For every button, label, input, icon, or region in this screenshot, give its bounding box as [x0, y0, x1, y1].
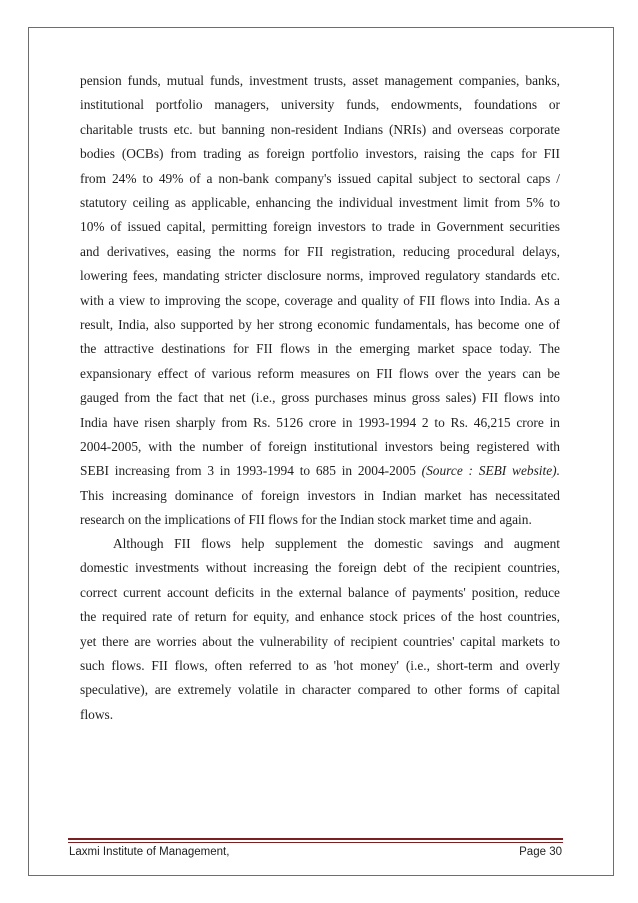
- text-line: 2004-2005, with the number of foreign institutional investors being registered with: [80, 439, 560, 454]
- text-segment: Although FII flows help supplement the domestic savings and augment: [113, 536, 560, 551]
- text-line: with a view to improving the scope, coverage and quality of FII flows into India. As a: [80, 292, 560, 308]
- text-line: the attractive destinations for FII flows in the emerging market space today. The: [80, 341, 560, 357]
- text-line: gauged from the fact that net (i.e., gross purchases minus gross sales) FII flows into: [80, 390, 560, 406]
- footer-institution: Laxmi Institute of Management,: [69, 846, 230, 858]
- text-line: from 24% to 49% of a non-bank company's issued capital subject to sectoral caps /: [80, 170, 560, 186]
- text-line: charitable trusts etc. but banning non-resident Indians (NRIs) and overseas corporate: [80, 121, 560, 137]
- page-number: Page 30: [519, 846, 562, 858]
- text-line: [80, 462, 560, 480]
- text-line: correct current account deficits in the external balance of payments' position, reduce: [80, 584, 560, 600]
- text-line: domestic investments without increasing the foreign debt of the recipient countries,: [80, 560, 560, 576]
- text-line: research on the implications of FII flows for the Indian stock market time and again.: [80, 512, 532, 528]
- text-line: yet there are worries about the vulnerability of recipient countries' capital markets to: [80, 633, 560, 649]
- text-line: India have risen sharply from Rs. 5126 crore in 1993-1994 2 to Rs. 46,215 crore in: [80, 414, 560, 430]
- text-segment: SEBI increasing from 3 in 1993-1994 to 685 in 2004-2005: [80, 463, 416, 479]
- text-line: lowering fees, mandating stricter disclosure norms, improved regulatory standards etc.: [80, 268, 560, 284]
- text-line: bodies (OCBs) from trading as foreign portfolio investors, raising the caps for FII: [80, 146, 560, 162]
- text-line: and derivatives, easing the norms for FII registration, reducing procedural delays,: [80, 243, 560, 259]
- text-line: This increasing dominance of foreign investors in Indian market has necessitated: [80, 487, 560, 503]
- text-line: result, India, also supported by her strong economic fundamentals, has become one of: [80, 317, 560, 332]
- text-line: flows.: [80, 706, 114, 722]
- text-line: institutional portfolio managers, university funds, endowments, foundations or: [80, 97, 560, 113]
- text-line: such flows. FII flows, often referred to as 'hot money' (i.e., short-term and overly: [80, 658, 560, 673]
- text-line: speculative), are extremely volatile in character compared to other forms of capital: [80, 682, 560, 698]
- text-line: expansionary effect of various reform measures on FII flows over the years can be: [80, 365, 560, 381]
- footer-rule: [68, 838, 563, 840]
- text-line: [80, 535, 560, 553]
- text-line: statutory ceiling as applicable, enhancing the individual investment limit from 5% to: [80, 195, 560, 210]
- text-line: pension funds, mutual funds, investment trusts, asset management companies, banks,: [80, 73, 560, 88]
- source-citation: (Source : SEBI website).: [421, 463, 560, 479]
- text-line: 10% of issued capital, permitting foreign investors to trade in Government securities: [80, 219, 560, 235]
- footer-rule: [68, 842, 563, 843]
- text-line: the required rate of return for equity, and enhance stock prices of the host countries,: [80, 609, 560, 625]
